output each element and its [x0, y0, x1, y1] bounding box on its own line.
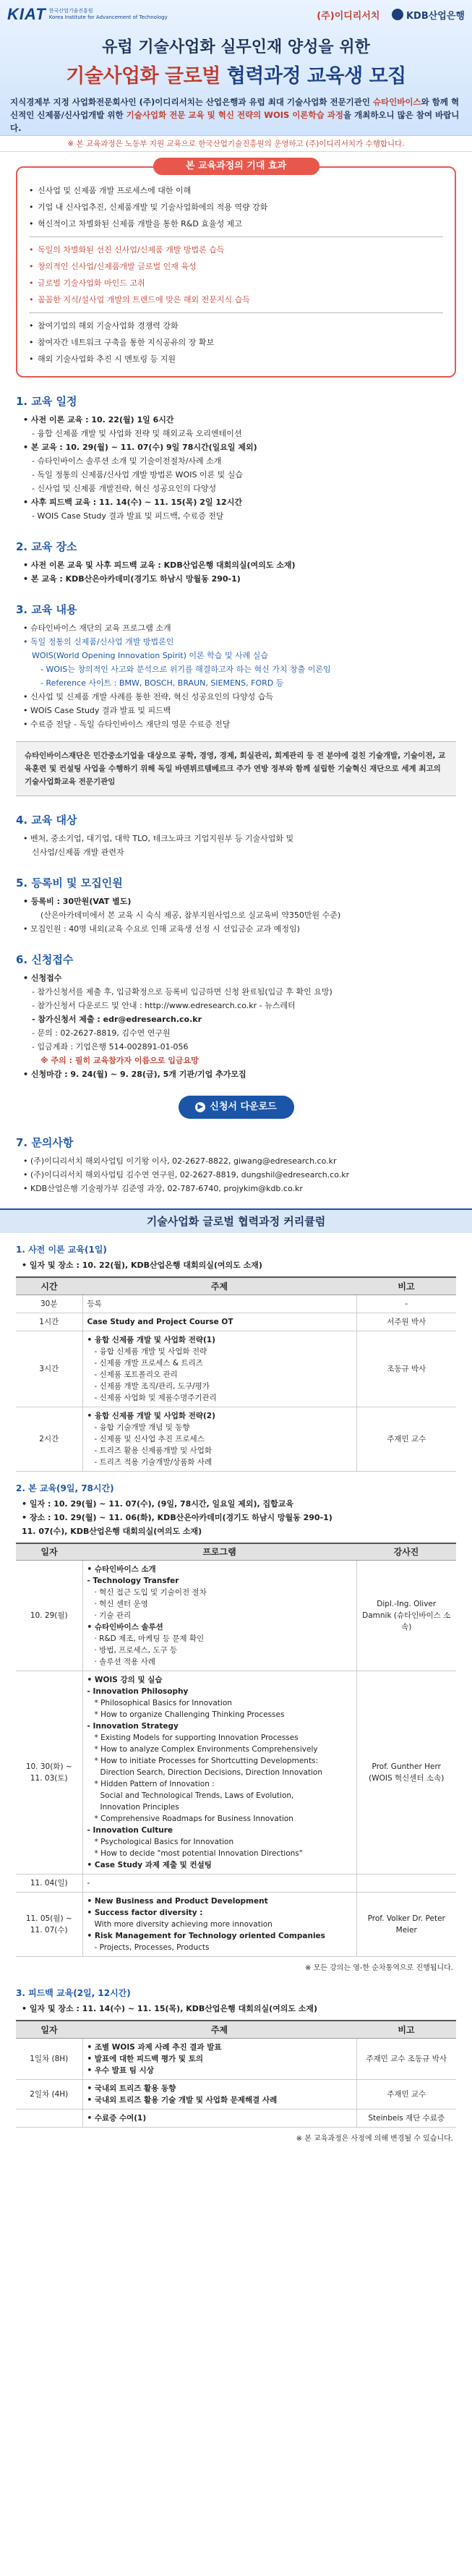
table-header-cell: 강사진 [356, 1543, 456, 1561]
table-header-cell: 일자 [16, 1543, 82, 1561]
table-row [16, 1313, 456, 1331]
section-line: • WOIS Case Study 결과 발표 및 피드백 [23, 706, 171, 715]
topic-line: * Comprehensive Roadmaps for Business Innovation [94, 1814, 293, 1823]
section-lines [16, 621, 456, 731]
curriculum-title-bar: 기술사업화 글로벌 협력과정 커리큘럼 [0, 1208, 472, 1233]
section-line: - 신사업 및 신제품 개발전략, 혁신 성공요인의 다양성 [32, 484, 217, 493]
topic-line: * How to decide "most potential Innovation Directions" [94, 1849, 303, 1858]
table-header-row [16, 2021, 456, 2038]
table-note: ※ 본 교육과정은 사정에 의해 변경될 수 있습니다. [296, 2134, 453, 2143]
section-schedule [0, 393, 472, 523]
table-header-cell: 일자 [16, 2021, 82, 2038]
section-line: - WOIS는 창의적인 사고와 분석으로 위기를 해결하고자 하는 혁신 가치 창출 이론임 [40, 665, 331, 674]
topic-line: - 트리즈 적용 기술개발/상품화 사례 [94, 1457, 213, 1467]
section-lines [16, 413, 456, 523]
section-line: - 슈타인바이스 솔루션 소개 및 기술이전절차/사례 소개 [32, 456, 222, 466]
topic-line: - 신제품 개발 조직/관리, 도구/평가 [94, 1381, 210, 1391]
topic-line: - 융합 기술개발 개념 및 동향 [94, 1423, 190, 1432]
curriculum-table-1 [16, 1276, 456, 1472]
section-line: - 독일 정통의 신제품/신사업 개발 방법론 WOIS 이론 및 실습 [32, 470, 244, 479]
section-line: • 슈타인바이스 재단의 교육 프로그램 소개 [23, 623, 171, 633]
goal-item: • 창의적인 신사업/신제품개발 글로벌 인재 육성 [29, 258, 443, 275]
goal-item: • 기업 내 신사업추진, 신제품개발 및 기술사업화에의 적용 역량 강화 [29, 199, 443, 216]
intro-part: 을 개최하오니 많은 참여 바랍니다. [10, 110, 460, 133]
kdb-logo [392, 8, 465, 22]
section-line: - 문의 : 02-2627-8819, 김수연 연구원 [32, 1028, 171, 1038]
curriculum-table-2 [16, 1543, 456, 1958]
section-lines [16, 895, 456, 936]
curriculum-subtitle: 3. 피드백 교육(2일, 12시간) [16, 1988, 131, 1998]
topic-line: • 슈타인바이스 솔루션 [87, 1623, 163, 1632]
section-line: - Reference 사이트 : BMW, BOSCH, BRAUN, SIEMENS, FORD 등 [40, 678, 284, 688]
section-line: • 신청마감 : 9. 24(월) ~ 9. 28(금), 5개 기관/기업 추가모집 [23, 1070, 246, 1079]
section-lines [16, 832, 456, 859]
time-cell: 2시간 [16, 1407, 82, 1471]
topic-line: • 융합 신제품 개발 및 사업화 전략(1) [87, 1335, 215, 1344]
info-line: • 일자 및 장소 : 10. 22(월), KDB산업은행 대회의실(여의도 소재) [22, 1261, 262, 1270]
topic-line: Social and Technological Trends, Laws of Evolution, [100, 1791, 294, 1800]
topic-line: • 수료증 수여(1) [87, 2113, 147, 2123]
note-cell: 서주원 박사 [356, 1313, 456, 1331]
topic-line: · 혁신 센터 운영 [94, 1600, 148, 1608]
table-row [16, 1893, 456, 1957]
intro-part-highlight: 기술사업화 전문 교육 및 혁신 전략의 WOIS 이론학습 과정 [126, 110, 343, 120]
table-header-cell: 시간 [16, 1277, 82, 1295]
section-title: 1. 교육 일정 [16, 395, 77, 408]
section-line: • (주)이디리서치 해외사업팀 김수연 연구원, 02-2627-8819, dungshil@edresearch.co.kr [23, 1170, 350, 1180]
time-cell: 10. 30(화) ~ 11. 03(토) [16, 1671, 82, 1875]
note-cell: Prof. Volker Dr. Peter Meier [356, 1893, 456, 1957]
section-line: - 참가신청서를 제출 후, 입금확정으로 등록비 입금하면 신청 완료됨(입금 후 확인 요망) [32, 987, 332, 997]
topic-cell [82, 1893, 356, 1957]
download-application-button[interactable] [179, 1096, 294, 1119]
topic-line: • 발표에 대한 피드백 평가 및 토의 [87, 2054, 204, 2063]
title-line-2 [0, 60, 472, 88]
topic-cell [82, 1295, 356, 1313]
goal-item: • 해외 기술사업화 추진 시 멘토링 등 지원 [29, 351, 443, 367]
note-cell: Dipl.-Ing. Oliver Damnik (슈타인바이스 소속) [356, 1561, 456, 1671]
topic-line: · R&D 제조, 마케팅 등 문제 확인 [94, 1634, 205, 1643]
section-line: • 신사업 및 신제품 개발 사례를 통한 전략, 혁신 성공요인의 다양성 습득 [23, 692, 273, 701]
kiat-sub-ko: 한국산업기술진흥원 [48, 8, 93, 14]
topic-line: · 솔루션 적용 사례 [94, 1658, 155, 1666]
topic-cell [82, 1875, 356, 1893]
section-contact [0, 1135, 472, 1195]
topic-line: - [87, 1879, 90, 1888]
table-row [16, 1561, 456, 1671]
goal-item: • 글로벌 기술사업화 마인드 고취 [29, 275, 443, 291]
section-title: 6. 신청접수 [16, 953, 74, 966]
topic-cell [82, 2079, 356, 2109]
section-line: • 수료증 전달 - 독일 슈타인바이스 재단의 영문 수료증 전달 [23, 720, 231, 729]
curriculum-info [16, 2002, 456, 2016]
table-header-row [16, 1543, 456, 1561]
curriculum-subtitle: 2. 본 교육(9일, 78시간) [16, 1483, 114, 1493]
note-cell: Steinbeis 재단 수료증 [356, 2109, 456, 2127]
topic-line: * Hidden Pattern of Innovation : [94, 1780, 215, 1788]
steinbeis-info-box: 슈타인바이스재단은 민간중소기업을 대상으로 공학, 경영, 경제, 회실관리, 회계관리 등 전 분야에 걸친 기술개발, 기술이전, 교육훈련 및 컨설팅 사업을 수행하기 위해 독일 바덴뷔르템베르크 주가 연방 정부와 함께 설립한 기술혁신 재단으로 세계 최고의 기술사업화교육 전문기관임 [16, 741, 456, 796]
goals-group-3 [29, 317, 443, 367]
title-red-part: 기술사업화 글로벌 [66, 65, 227, 88]
note-cell: 조동규 박사 [356, 1331, 456, 1407]
topic-line: - Technology Transfer [87, 1577, 179, 1585]
curriculum-part-2 [0, 1482, 472, 1977]
topic-cell [82, 1407, 356, 1471]
curriculum-part-1 [0, 1243, 472, 1472]
topic-line: - 융합 신제품 개발 및 사업화 전략 [94, 1347, 207, 1356]
section-line: • 등록비 : 30만원(VAT 별도) [23, 897, 132, 906]
topic-line: Case Study and Project Course OT [87, 1317, 233, 1326]
logo-row [0, 0, 472, 25]
divider [29, 312, 443, 313]
topic-line: * How to analyze Complex Environments Comprehensively [94, 1745, 318, 1754]
curriculum-subtitle: 1. 사전 이론 교육(1일) [16, 1245, 107, 1255]
topic-line: · 기술 관리 [94, 1611, 132, 1620]
time-cell: 11. 05(월) ~ 11. 07(수) [16, 1893, 82, 1957]
topic-line: - 트리즈 활용 신제품개발 및 사업화 [94, 1446, 212, 1455]
goal-item: • 꼼꼼한 지식/설사업 개발의 트렌드에 맞은 해외 전문지식 습득 [29, 291, 443, 308]
intro-part-highlight: 슈타인바이스 [373, 97, 421, 107]
topic-cell [82, 1561, 356, 1671]
kiat-logo [7, 5, 168, 24]
note-cell: 주재민 교수 [356, 2079, 456, 2109]
table-row [16, 1875, 456, 1893]
topic-line: • New Business and Product Development [87, 1897, 268, 1906]
topic-line: • 슈타인바이스 소개 [87, 1565, 156, 1574]
table-header-cell: 비고 [356, 2021, 456, 2038]
section-title: 5. 등록비 및 모집인원 [16, 877, 123, 890]
table-row [16, 1407, 456, 1471]
topic-line: • 국내외 트리즈 활용 동향 [87, 2084, 176, 2093]
topic-line: • 융합 신제품 개발 및 사업화 전략(2) [87, 1411, 215, 1420]
topic-cell [82, 2109, 356, 2127]
kiat-logo-text: KIAT [7, 5, 46, 23]
note-cell: - [356, 1295, 456, 1313]
info-line: • 장소 : 10. 29(월) ~ 11. 06(화), KDB산은아카데미(경기도 하남시 망월동 290-1) [22, 1512, 332, 1522]
section-application [0, 952, 472, 1119]
topic-line: • Success factor diversity : [87, 1908, 203, 1917]
topic-line: * Philosophical Basics for Innovation [94, 1699, 232, 1707]
goals-section [0, 152, 472, 378]
intro-part: 지식경제부 지정 사업화전문회사인 (주)이디리서치는 산업은행과 유럽 최대 기술사업화 전문기관인 [10, 97, 374, 107]
curriculum-part-3 [0, 1987, 472, 2147]
goals-box [16, 166, 456, 378]
topic-line: With more diversity achieving more innovation [94, 1920, 273, 1929]
title-line-1: 유럽 기술사업화 실무인재 양성을 위한 [102, 38, 370, 56]
table-header-cell: 비고 [356, 1277, 456, 1295]
goal-item: • 참여자간 네트워크 구축을 통한 지식공유의 장 확보 [29, 334, 443, 351]
section-line: • 본 교육 : 10. 29(월) ~ 11. 07(수) 9일 78시간(일요일 제외) [23, 443, 257, 452]
header-banner [0, 0, 472, 136]
title-blue-part: 협력과정 교육생 모집 [226, 65, 406, 88]
note-cell [356, 1875, 456, 1893]
topic-line: - 신제품 개발 프로세스 & 트리즈 [94, 1358, 203, 1368]
kiat-sub-en: Korea Institute for Advancement of Technology [48, 14, 168, 20]
note-cell: 주재민 교수 조동규 박사 [356, 2038, 456, 2079]
section-line: • (주)이디리서치 해외사업팀 이기왕 이사, 02-2627-8822, giwang@edresearch.co.kr [23, 1156, 337, 1166]
section-line: • 사전 이론 교육 및 사후 피드백 교육 : KDB산업은행 대회의실(여의도 소재) [23, 560, 296, 570]
goals-title: 본 교육과정의 기대 효과 [153, 158, 319, 175]
section-title: 7. 문의사항 [16, 1136, 74, 1149]
topic-line: - Innovation Philosophy [87, 1687, 189, 1696]
goals-group-2 [29, 242, 443, 308]
goal-item: • 신사업 및 신제품 개발 프로세스에 대한 이해 [29, 182, 443, 199]
divider [29, 236, 443, 237]
topic-line: • Case Study 과제 제출 및 컨설팅 [87, 1861, 212, 1869]
goal-item: • 참여기업의 해외 기술사업화 경쟁력 강화 [29, 317, 443, 334]
section-line: • 본 교육 : KDB산은아카데미(경기도 하남시 망월동 290-1) [23, 574, 241, 584]
info-line: • 일자 : 10. 29(월) ~ 11. 07(수), (9일, 78시간, 일요일 제외), 집합교육 [22, 1498, 294, 1509]
section-lines [16, 971, 456, 1081]
section-line: • 사후 피드백 교육 : 11. 14(수) ~ 11. 15(목) 2일 12시간 [23, 498, 242, 507]
edrs-logo: (주)이디리서치 [317, 10, 380, 22]
topic-line: · 혁신 접근 도입 및 기술이전 절차 [94, 1588, 207, 1597]
intro-text [0, 88, 472, 135]
topic-line: • 우수 발표 팀 시상 [87, 2065, 154, 2075]
curriculum-table-3 [16, 2020, 456, 2128]
topic-line: • Risk Management for Technology oriented Companies [87, 1932, 325, 1940]
topic-line: * Existing Models for supporting Innovation Processes [94, 1733, 299, 1742]
section-line: - 입금계좌 : 기업은행 514-002891-01-056 [32, 1042, 189, 1052]
section-title: 2. 교육 장소 [16, 540, 77, 553]
topic-line: • 조별 WOIS 과제 사례 추진 결과 발표 [87, 2042, 222, 2052]
section-target [0, 812, 472, 859]
section-location [0, 539, 472, 586]
table-row [16, 2079, 456, 2109]
section-content [0, 602, 472, 796]
section-line: - 참가신청서 제출 : edr@edresearch.co.kr [32, 1015, 202, 1024]
table-row [16, 1295, 456, 1313]
kiat-logo-subtext [49, 8, 168, 21]
topic-cell [82, 2038, 356, 2079]
table-header-cell: 프로그램 [82, 1543, 356, 1561]
time-cell: 2일차 (4H) [16, 2079, 82, 2109]
section-lines [16, 558, 456, 586]
topic-line: - Innovation Strategy [87, 1722, 179, 1731]
topic-line: Direction Search, Direction Decisions, Direction Innovation [100, 1768, 323, 1777]
section-line: • 신청접수 [23, 973, 62, 983]
section-line: • 모집인원 : 40명 내외(교육 수요로 인해 교육생 선정 시 선입금순 교과 예정임) [23, 924, 300, 934]
time-cell: 1일차 (8H) [16, 2038, 82, 2079]
time-cell: 11. 04(일) [16, 1875, 82, 1893]
topic-line: - 신제품 사업화 및 제품수명주기관리 [94, 1393, 217, 1402]
arrow-right-icon: ▶ [195, 1102, 205, 1112]
section-line: • 벤처, 중소기업, 대기업, 대학 TLO, 테크노파크 기업지원부 등 기술사업화 및 [23, 834, 294, 843]
topic-line: · 방법, 프로세스, 도구 등 [94, 1646, 178, 1655]
note-cell: 주재민 교수 [356, 1407, 456, 1471]
support-note-text: ※ 본 교육과정은 노동부 지원 교육으로 한국산업기술진흥원의 운영하고 (주)이디리서치가 수행합니다. [67, 140, 405, 148]
download-button-label: 신청서 다운로드 [210, 1101, 277, 1112]
topic-line: * How to organize Challenging Thinking Processes [94, 1710, 285, 1719]
section-line: WOIS(World Opening Innovation Spirit) 이론 학습 및 사례 실습 [32, 651, 269, 660]
curriculum-info [16, 1497, 456, 1538]
time-cell: 3시간 [16, 1331, 82, 1407]
section-line: • 사전 이론 교육 : 10. 22(월) 1일 6시간 [23, 415, 174, 425]
section-line: - 융합 신제품 개발 및 사업화 전략 및 해외교육 오리엔테이션 [32, 429, 242, 438]
time-cell [16, 2109, 82, 2127]
section-line: - WOIS Case Study 결과 발표 및 피드백, 수료증 전달 [32, 511, 224, 521]
section-line: (산은아카데미에서 본 교육 시 숙식 제공, 참부지원사업으로 실교육비 약350만원 수준) [40, 910, 341, 920]
table-header-cell: 주제 [82, 2021, 356, 2038]
table-row [16, 2038, 456, 2079]
info-line: 11. 07(수), KDB산업은행 대회의실(여의도 소재) [22, 1526, 202, 1536]
intro-part: 와 함께 혁신적인 신제품/신사업개발 위한 [10, 97, 460, 120]
info-line: • 일자 및 장소 : 11. 14(수) ~ 11. 15(목), KDB산업은행 대회의실(여의도 소재) [22, 2004, 318, 2013]
table-row [16, 1671, 456, 1875]
kdb-logo-icon [392, 9, 403, 20]
topic-line: - 신제품 및 신사업 추진 프로세스 [94, 1434, 205, 1443]
goals-group-1 [29, 182, 443, 232]
section-line: • 독일 정통의 신제품/신사업 개발 방법론인 [23, 637, 174, 647]
note-cell: Prof. Gunther Herr (WOIS 혁신센터 소속) [356, 1671, 456, 1875]
topic-line: * Psychological Basics for Innovation [94, 1838, 234, 1846]
table-row [16, 1331, 456, 1407]
topic-cell [82, 1671, 356, 1875]
topic-line: - 신제품 포트폴리오 관리 [94, 1370, 178, 1379]
table-note: ※ 모든 강의는 영-한 순차통역으로 진행됩니다. [305, 1964, 453, 1972]
time-cell: 30분 [16, 1295, 82, 1313]
table-header-row [16, 1277, 456, 1295]
section-line: 신사업/신제품 개발 관련자 [32, 848, 124, 857]
topic-cell [82, 1331, 356, 1407]
curriculum-info [16, 1258, 456, 1272]
section-line: ※ 주의 : 필히 교육참가자 이름으로 입금요망 [40, 1056, 199, 1065]
topic-line: 등록 [87, 1299, 102, 1308]
goal-item: • 혁신적이고 차별화된 신제품 개발을 통한 R&D 효율성 제고 [29, 216, 443, 232]
topic-line: Innovation Principles [100, 1803, 179, 1812]
section-line: • KDB산업은행 기술평가부 김준영 과장, 02-787-6740, projykim@kdb.co.kr [23, 1184, 303, 1193]
support-note [0, 136, 472, 152]
time-cell: 1시간 [16, 1313, 82, 1331]
section-fee [0, 875, 472, 936]
time-cell: 10. 29(월) [16, 1561, 82, 1671]
topic-line: - Innovation Culture [87, 1826, 173, 1835]
section-line: - 참가신청서 다운로드 및 안내 : http://www.edresearch.co.kr - 뉴스레터 [32, 1001, 296, 1010]
table-row [16, 2109, 456, 2127]
section-lines [16, 1154, 456, 1195]
goal-item: • 독일의 차별화된 선진 신사업/신제품 개발 방법론 습득 [29, 242, 443, 258]
kdb-logo-text: KDB산업은행 [406, 10, 465, 22]
topic-line: • 국내외 트리즈 활용 기술 개발 및 사업화 문제해결 사례 [87, 2095, 278, 2104]
table-header-cell: 주제 [82, 1277, 356, 1295]
topic-line: - Projects, Processes, Products [94, 1943, 210, 1952]
topic-line: * How to initiate Processes for Shortcutting Developments: [94, 1757, 319, 1765]
section-title: 3. 교육 내용 [16, 603, 77, 616]
topic-cell [82, 1313, 356, 1331]
topic-line: • WOIS 강의 및 실습 [87, 1676, 163, 1684]
section-title: 4. 교육 대상 [16, 814, 77, 827]
